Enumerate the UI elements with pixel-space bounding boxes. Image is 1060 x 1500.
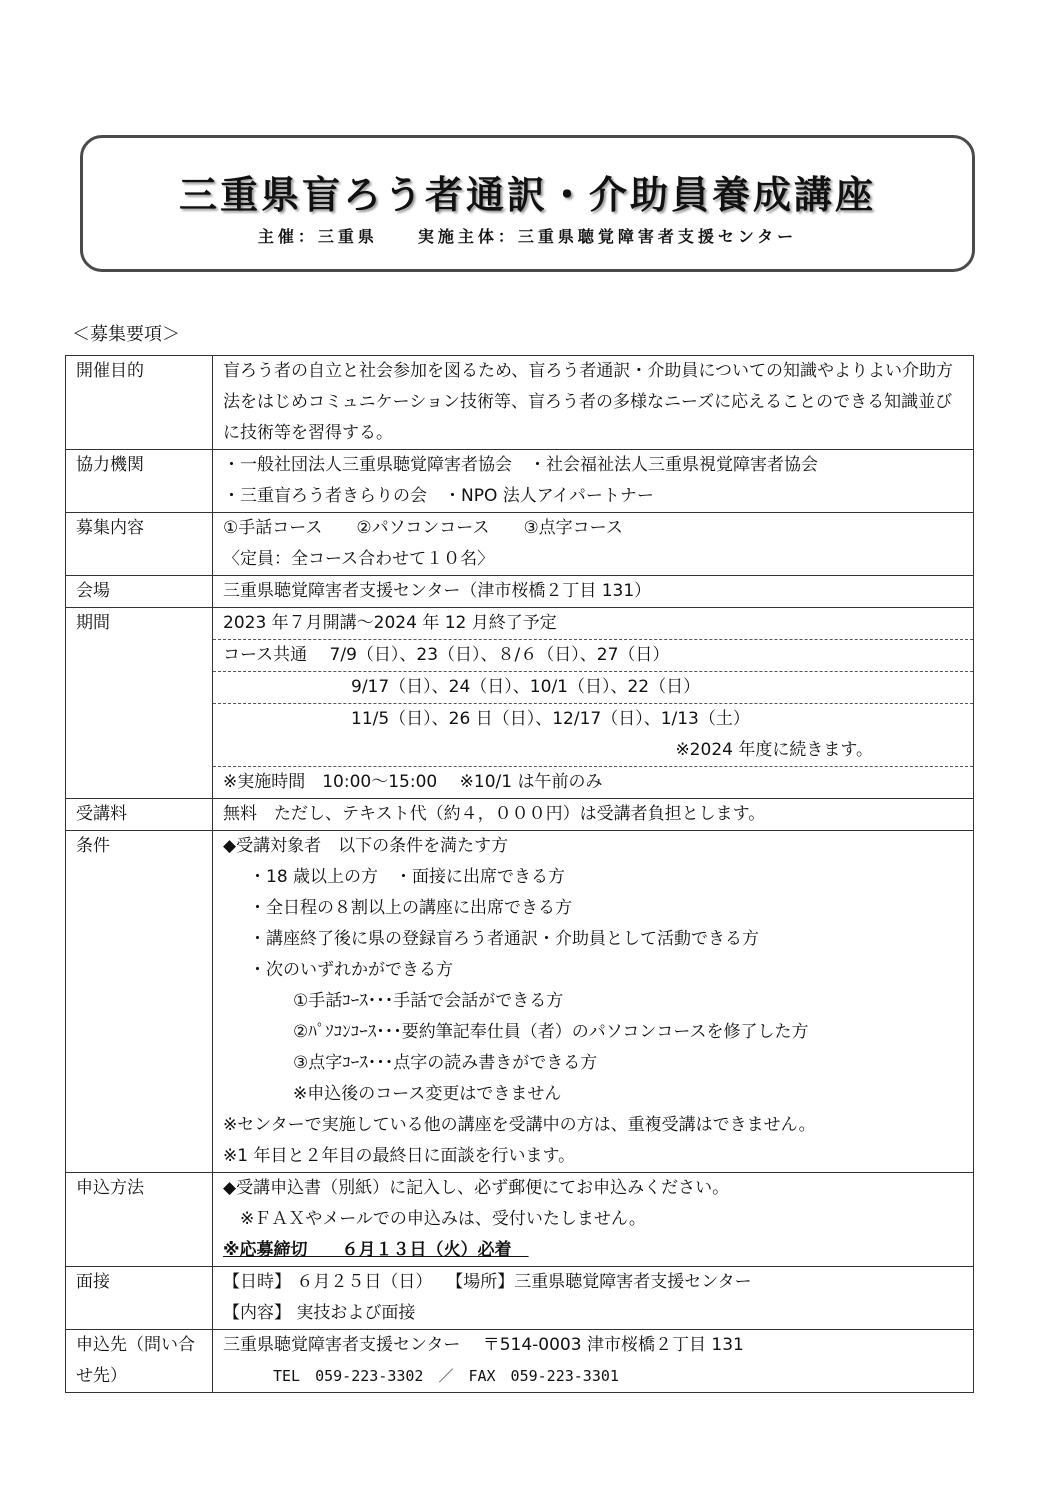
contact-phone-fax: TEL 059-223-3302 ／ FAX 059-223-3301 bbox=[273, 1367, 619, 1385]
content-conditions bbox=[213, 831, 974, 1173]
period-range: 2023 年７月開講～2024 年 12 月終了予定 bbox=[223, 613, 557, 633]
recruit-capacity: 〈定員：全コース合わせて１０名〉 bbox=[223, 549, 495, 569]
interview-datetime: 【日時】 ６月２５日（日） 【場所】三重県聴覚障害者支援センター bbox=[223, 1272, 752, 1292]
content-cooperation bbox=[213, 450, 974, 513]
condition-item: ・講座終了後に県の登録盲ろう者通訳・介助員として活動できる方 bbox=[249, 929, 759, 949]
content-venue bbox=[213, 576, 974, 608]
conditions-heading: ◆受講対象者 以下の条件を満たす方 bbox=[223, 836, 509, 856]
recruit-courses: ①手話コース ②パソコンコース ③点字コース bbox=[223, 518, 623, 538]
schedule-note: ※2024 年度に続きます。 bbox=[675, 740, 873, 760]
condition-item: ・全日程の８割以上の講座に出席できる方 bbox=[249, 898, 572, 918]
schedule-line: 9/17（日）、24（日）、10/1（日）、22（日） bbox=[351, 677, 701, 697]
content-fee bbox=[213, 799, 974, 831]
label-venue: 会場 bbox=[66, 576, 213, 608]
condition-item: ・次のいずれかができる方 bbox=[249, 960, 453, 980]
label-purpose: 開催目的 bbox=[66, 356, 213, 450]
content-purpose bbox=[213, 356, 974, 450]
label-period: 期間 bbox=[66, 608, 213, 799]
content-contact bbox=[213, 1330, 974, 1393]
schedule-line: 11/5（日）、26 日（日）、12/17（日）、1/13（土） bbox=[351, 709, 750, 729]
content-interview bbox=[213, 1267, 974, 1330]
cooperation-line: ・一般社団法人三重県聴覚障害者協会 ・社会福祉法人三重県視覚障害者協会 bbox=[223, 455, 818, 475]
content-apply bbox=[213, 1173, 974, 1267]
content-period bbox=[213, 608, 974, 799]
row-interview bbox=[66, 1267, 974, 1330]
label-interview: 面接 bbox=[66, 1267, 213, 1330]
label-conditions: 条件 bbox=[66, 831, 213, 1173]
title-box bbox=[80, 135, 975, 272]
purpose-text: 盲ろう者の自立と社会参加を図るため、盲ろう者通訳・介助員についての知識やよりよい介助方法をはじめコミュニケーション技術等、盲ろう者の多様なニーズに応えることのできる知識並びに技術等を習得する。 bbox=[223, 361, 953, 443]
label-recruit: 募集内容 bbox=[66, 513, 213, 576]
interview-content: 【内容】 実技および面接 bbox=[223, 1303, 416, 1323]
condition-note: ※センターで実施している他の講座を受講中の方は、重複受講はできません。 bbox=[223, 1115, 816, 1135]
condition-sub-item: ※申込後のコース変更はできません bbox=[293, 1084, 562, 1104]
condition-sub-item: ③点字ｺｰｽ･･･点字の読み書きができる方 bbox=[293, 1053, 598, 1073]
page-title: 三重県盲ろう者通訳・介助員養成講座 bbox=[178, 173, 876, 217]
row-fee bbox=[66, 799, 974, 831]
content-recruit bbox=[213, 513, 974, 576]
row-conditions bbox=[66, 831, 974, 1173]
apply-deadline: ※応募締切 ６月１３日（火）必着 bbox=[223, 1240, 529, 1260]
period-time: ※実施時間 10:00～15:00 ※10/1 は午前のみ bbox=[223, 772, 603, 792]
row-purpose bbox=[66, 356, 974, 450]
condition-sub-item: ②ﾊﾟｿｺﾝｺｰｽ･･･要約筆記奉仕員（者）のパソコンコースを修了した方 bbox=[293, 1022, 809, 1042]
requirements-table bbox=[65, 355, 974, 1393]
venue-text: 三重県聴覚障害者支援センター（津市桜橋２丁目 131） bbox=[223, 581, 652, 601]
page-subtitle: 主催：三重県 実施主体：三重県聴覚障害者支援センター bbox=[257, 227, 798, 246]
apply-instruction: ◆受講申込書（別紙）に記入し、必ず郵便にてお申込みください。 bbox=[223, 1178, 730, 1198]
cooperation-line: ・三重盲ろう者きらりの会 ・NPO 法人アイパートナー bbox=[223, 486, 654, 506]
row-period bbox=[66, 608, 974, 799]
row-venue bbox=[66, 576, 974, 608]
section-label: ＜募集要項＞ bbox=[72, 324, 180, 345]
condition-sub-item: ①手話ｺｰｽ･･･手話で会話ができる方 bbox=[293, 991, 564, 1011]
label-fee: 受講料 bbox=[66, 799, 213, 831]
schedule-line: コース共通 7/9（日）、23（日）、８/６（日）、27（日） bbox=[223, 645, 670, 665]
row-cooperation bbox=[66, 450, 974, 513]
row-contact bbox=[66, 1330, 974, 1393]
condition-note: ※1 年目と２年目の最終日に面談を行います。 bbox=[223, 1146, 576, 1166]
label-cooperation: 協力機関 bbox=[66, 450, 213, 513]
row-recruit bbox=[66, 513, 974, 576]
fee-text: 無料 ただし、テキスト代（約４，０００円）は受講者負担とします。 bbox=[223, 804, 766, 824]
condition-item: ・18 歳以上の方 ・面接に出席できる方 bbox=[249, 867, 566, 887]
label-contact: 申込先（問い合せ先） bbox=[66, 1330, 213, 1393]
apply-note: ※ＦＡＸやメールでの申込みは、受付いたしません。 bbox=[223, 1209, 646, 1229]
label-apply: 申込方法 bbox=[66, 1173, 213, 1267]
contact-address: 三重県聴覚障害者支援センター 〒514-0003 津市桜橋２丁目 131 bbox=[223, 1335, 744, 1355]
row-apply bbox=[66, 1173, 974, 1267]
